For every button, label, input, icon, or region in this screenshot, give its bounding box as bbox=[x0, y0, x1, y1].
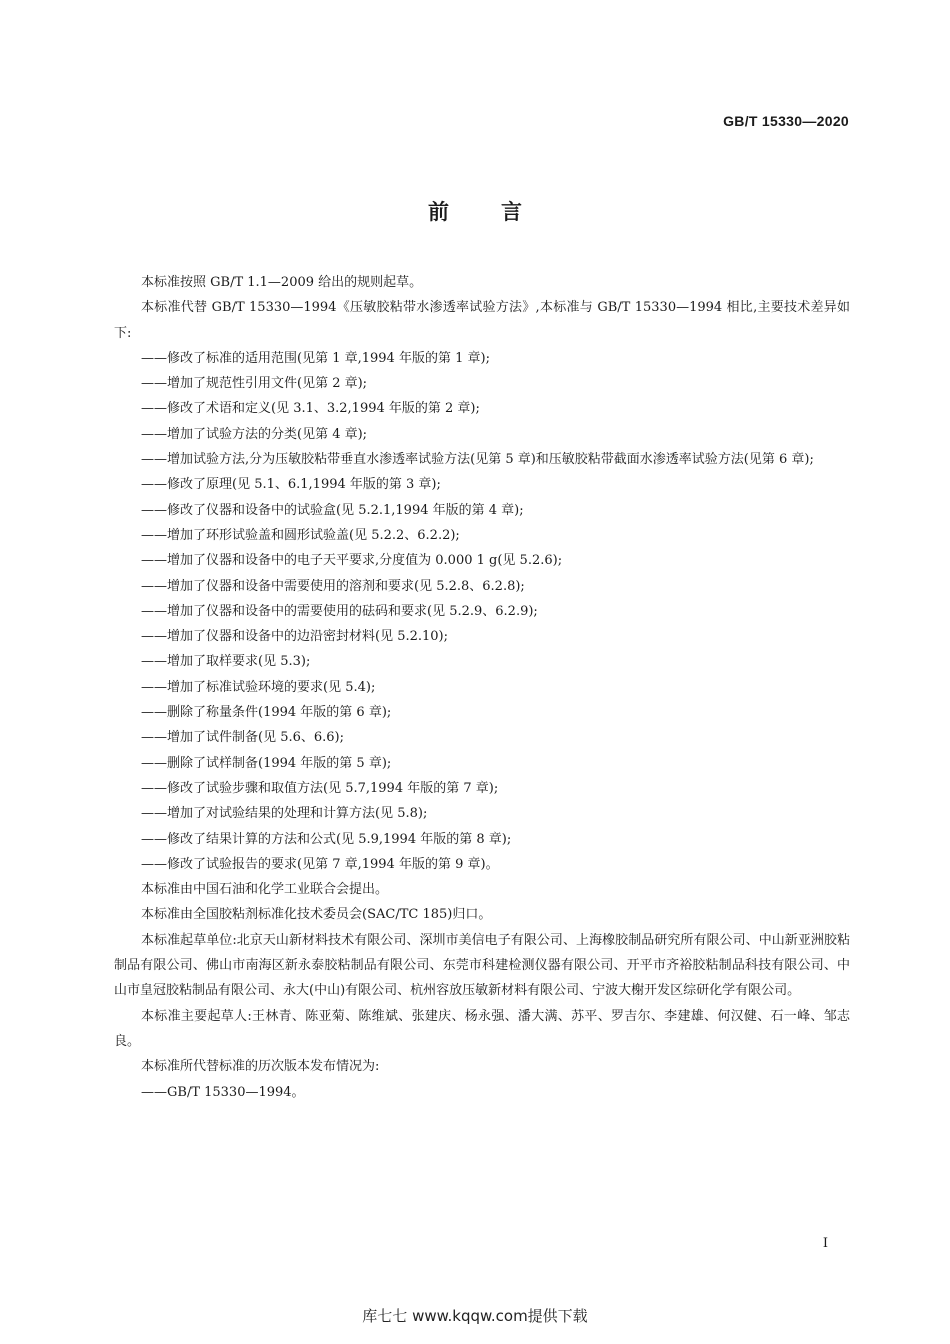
drafting-units-paragraph: 本标准起草单位:北京天山新材料技术有限公司、深圳市美信电子有限公司、上海橡胶制品研究所有限公司、中山新亚洲胶粘制品有限公司、佛山市南海区新永泰胶粘制品有限公司、东莞市科建检测仪器有限公司、开平市齐裕胶粘制品科技有限公司、中山市皇冠胶粘制品有限公司、永大(中山)有限公司、杭州容放压敏新材料有限公司、宁波大榭开发区综研化学有限公司。 bbox=[114, 932, 850, 999]
list-item: ——修改了结果计算的方法和公式(见 5.9,1994 年版的第 8 章); bbox=[141, 831, 512, 847]
list-item: ——增加试验方法,分为压敏胶粘带垂直水渗透率试验方法(见第 5 章)和压敏胶粘带截面水渗透率试验方法(见第 6 章); bbox=[141, 452, 814, 468]
list-item: ——增加了标准试验环境的要求(见 5.4); bbox=[141, 679, 376, 695]
intro-paragraph-replacement: 本标准代替 GB/T 15330—1994《压敏胶粘带水渗透率试验方法》,本标准与 GB/T 15330—1994 相比,主要技术差异如下: bbox=[114, 300, 850, 341]
intro-paragraph-drafting-rules: 本标准按照 GB/T 1.1—2009 给出的规则起草。 bbox=[141, 275, 423, 290]
list-item: ——增加了仪器和设备中需要使用的溶剂和要求(见 5.2.8、6.2.8); bbox=[141, 578, 525, 594]
list-item: ——修改了原理(见 5.1、6.1,1994 年版的第 3 章); bbox=[141, 477, 441, 493]
list-item: ——修改了术语和定义(见 3.1、3.2,1994 年版的第 2 章); bbox=[141, 401, 480, 417]
list-item: ——修改了试验步骤和取值方法(见 5.7,1994 年版的第 7 章); bbox=[141, 780, 499, 796]
history-intro-paragraph: 本标准所代替标准的历次版本发布情况为: bbox=[141, 1059, 380, 1075]
proposed-by-paragraph: 本标准由中国石油和化学工业联合会提出。 bbox=[141, 882, 389, 898]
list-item: ——增加了仪器和设备中的需要使用的砝码和要求(见 5.2.9、6.2.9); bbox=[141, 603, 538, 619]
list-item: ——删除了试样制备(1994 年版的第 5 章); bbox=[141, 755, 392, 771]
page-title: 前言 bbox=[428, 200, 574, 224]
document-body bbox=[114, 270, 850, 1105]
list-item: ——删除了称量条件(1994 年版的第 6 章); bbox=[141, 705, 392, 721]
list-item: ——增加了试件制备(见 5.6、6.6); bbox=[141, 730, 345, 746]
page-number: I bbox=[822, 1236, 828, 1251]
list-item: ——增加了仪器和设备中的边沿密封材料(见 5.2.10); bbox=[141, 629, 449, 645]
download-footer: 库七七 www.kqqw.com提供下载 bbox=[362, 1307, 588, 1325]
list-item: ——修改了仪器和设备中的试验盒(见 5.2.1,1994 年版的第 4 章); bbox=[141, 502, 524, 518]
list-item: ——增加了环形试验盖和圆形试验盖(见 5.2.2、6.2.2); bbox=[141, 527, 460, 543]
list-item: ——增加了试验方法的分类(见第 4 章); bbox=[141, 426, 368, 442]
list-item: ——增加了规范性引用文件(见第 2 章); bbox=[141, 376, 368, 392]
list-item: ——增加了仪器和设备中的电子天平要求,分度值为 0.000 1 g(见 5.2.6); bbox=[141, 553, 563, 569]
list-item: ——修改了试验报告的要求(见第 7 章,1994 年版的第 9 章)。 bbox=[141, 856, 499, 872]
list-item: ——增加了对试验结果的处理和计算方法(见 5.8); bbox=[141, 806, 428, 822]
history-list-item: ——GB/T 15330—1994。 bbox=[141, 1084, 305, 1100]
list-item: ——修改了标准的适用范围(见第 1 章,1994 年版的第 1 章); bbox=[141, 350, 490, 366]
list-item: ——增加了取样要求(见 5.3); bbox=[141, 654, 311, 670]
managed-by-paragraph: 本标准由全国胶粘剂标准化技术委员会(SAC/TC 185)归口。 bbox=[141, 907, 492, 923]
standard-code: GB/T 15330—2020 bbox=[723, 113, 849, 129]
drafters-paragraph: 本标准主要起草人:王林青、陈亚菊、陈维斌、张建庆、杨永强、潘大满、苏平、罗吉尔、李建雄、何汉健、石一峰、邹志良。 bbox=[114, 1008, 850, 1049]
